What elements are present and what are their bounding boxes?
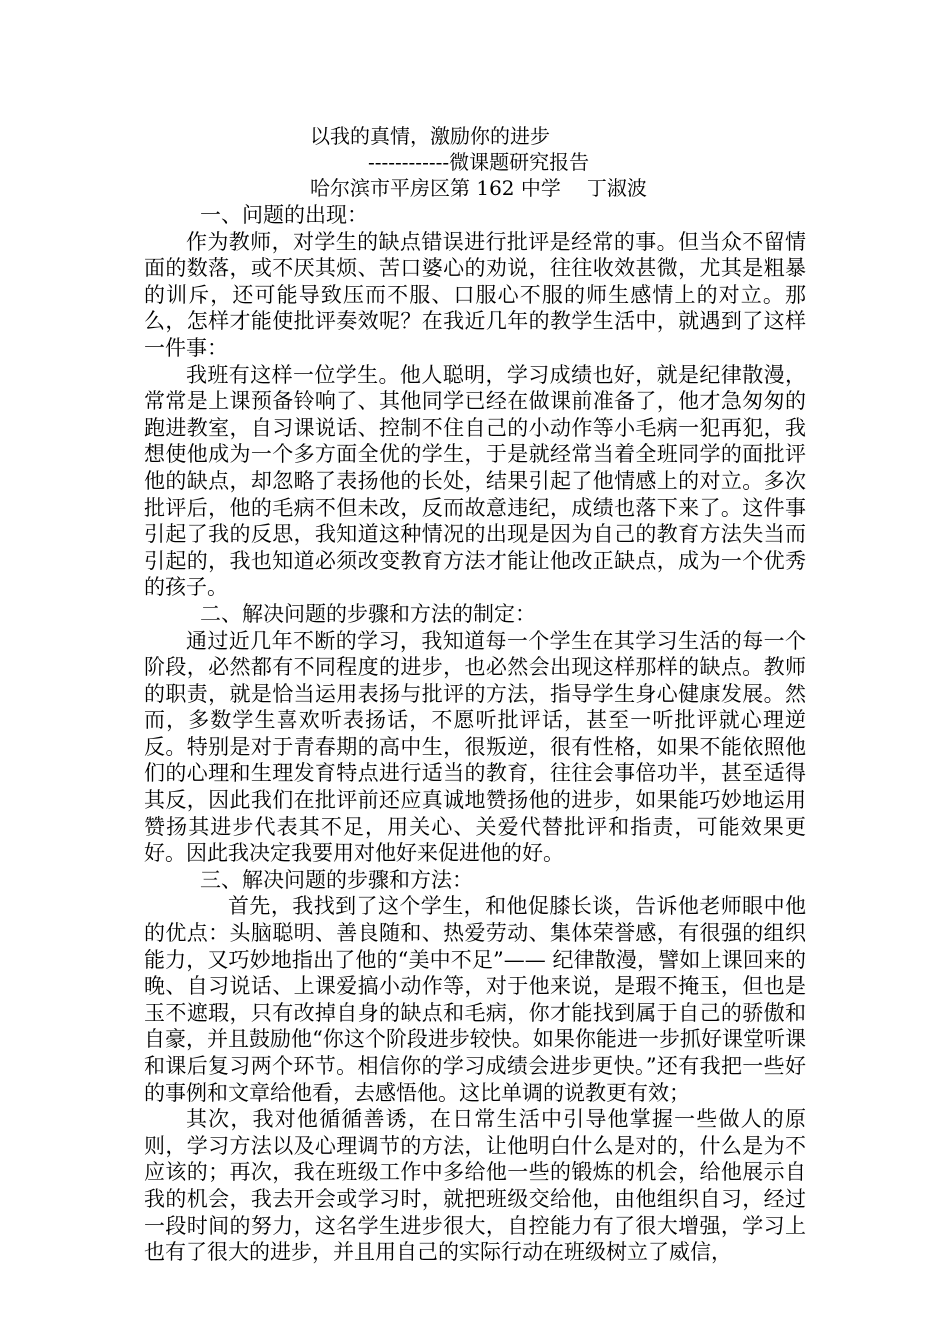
- paragraph: 通过近几年不断的学习，我知道每一个学生在其学习生活的每一个阶段，必然都有不同程度的进步，也必然会出现这样那样的缺点。教师的职责，就是恰当运用表扬与批评的方法，指导学生身心健康发展。然而，多数学生喜欢听表扬话，不愿听批评话，甚至一听批评就心理逆反。特别是对于青春期的高中生，很叛逆，很有性格，如果不能依照他们的心理和生理发育特点进行适当的教育，往往会事倍功半，甚至适得其反，因此我们在批评前还应真诚地赞扬他的进步，如果能巧妙地运用赞扬其进步代表其不足，用关心、关爱代替批评和指责，可能效果更好。因此我决定我要用对他好来促进他的好。: [144, 628, 806, 866]
- paragraph: 其次，我对他循循善诱，在日常生活中引导他掌握一些做人的原则，学习方法以及心理调节的方法，让他明白什么是对的，什么是为不应该的；再次，我在班级工作中多给他一些的锻炼的机会，给他展示自我的机会，我去开会或学习时，就把班级交给他，由他组织自习，经过一段时间的努力，这名学生进步很大，自控能力有了很大增强，学习上也有了很大的进步，并且用自己的实际行动在班级树立了威信，: [144, 1107, 806, 1265]
- document-subtitle: ------------微课题研究报告: [368, 150, 590, 174]
- section-heading-problem: 一、问题的出现：: [200, 203, 368, 227]
- paragraph: 作为教师，对学生的缺点错误进行批评是经常的事。但当众不留情面的数落，或不厌其烦、苦口婆心的劝说，往往收效甚微，尤其是粗暴的训斥，还可能导致压而不服、口服心不服的师生感情上的对立。那么，怎样才能使批评奏效呢？在我近几年的教学生活中，就遇到了这样一件事：: [144, 229, 806, 360]
- section-heading-plan: 二、解决问题的步骤和方法的制定：: [200, 601, 536, 626]
- author-school: 哈尔滨市平房区第 162 中学: [310, 176, 561, 200]
- author-line: [310, 176, 647, 200]
- author-name: 丁淑波: [586, 176, 647, 200]
- paragraph: 首先，我找到了这个学生，和他促膝长谈，告诉他老师眼中他的优点：头脑聪明、善良随和、热爱劳动、集体荣誉感，有很强的组织能力，又巧妙地指出了他的“美中不足”—— 纪律散漫，譬如上课回来的晚、自习说话、上课爱搞小动作等，对于他来说，是瑕不掩玉，但也是玉不遮瑕，只有改掉自身的缺点和毛病，你才能找到属于自己的骄傲和自豪，并且鼓励他“你这个阶段进步较快。如果你能进一步抓好课堂听课和课后复习两个环节。相信你的学习成绩会进步更快。”还有我把一些好的事例和文章给他看，去感悟他。这比单调的说教更有效；: [144, 894, 806, 1105]
- section-heading-steps: 三、解决问题的步骤和方法：: [200, 867, 473, 892]
- paragraph: 我班有这样一位学生。他人聪明，学习成绩也好，就是纪律散漫，常常是上课预备铃响了、其他同学已经在做课前准备了，他才急匆匆的跑进教室，自习课说话、控制不住自己的小动作等小毛病一犯再犯，我想使他成为一个多方面全优的学生，于是就经常当着全班同学的面批评他的缺点，却忽略了表扬他的长处，结果引起了他情感上的对立。多次批评后，他的毛病不但未改，反而故意违纪，成绩也落下来了。这件事引起了我的反思，我知道这种情况的出现是因为自己的教育方法失当而引起的，我也知道必须改变教育方法才能让他改正缺点，成为一个优秀的孩子。: [144, 362, 806, 600]
- document-title: 以我的真情，激励你的进步: [310, 124, 550, 148]
- report-body: [144, 202, 806, 1266]
